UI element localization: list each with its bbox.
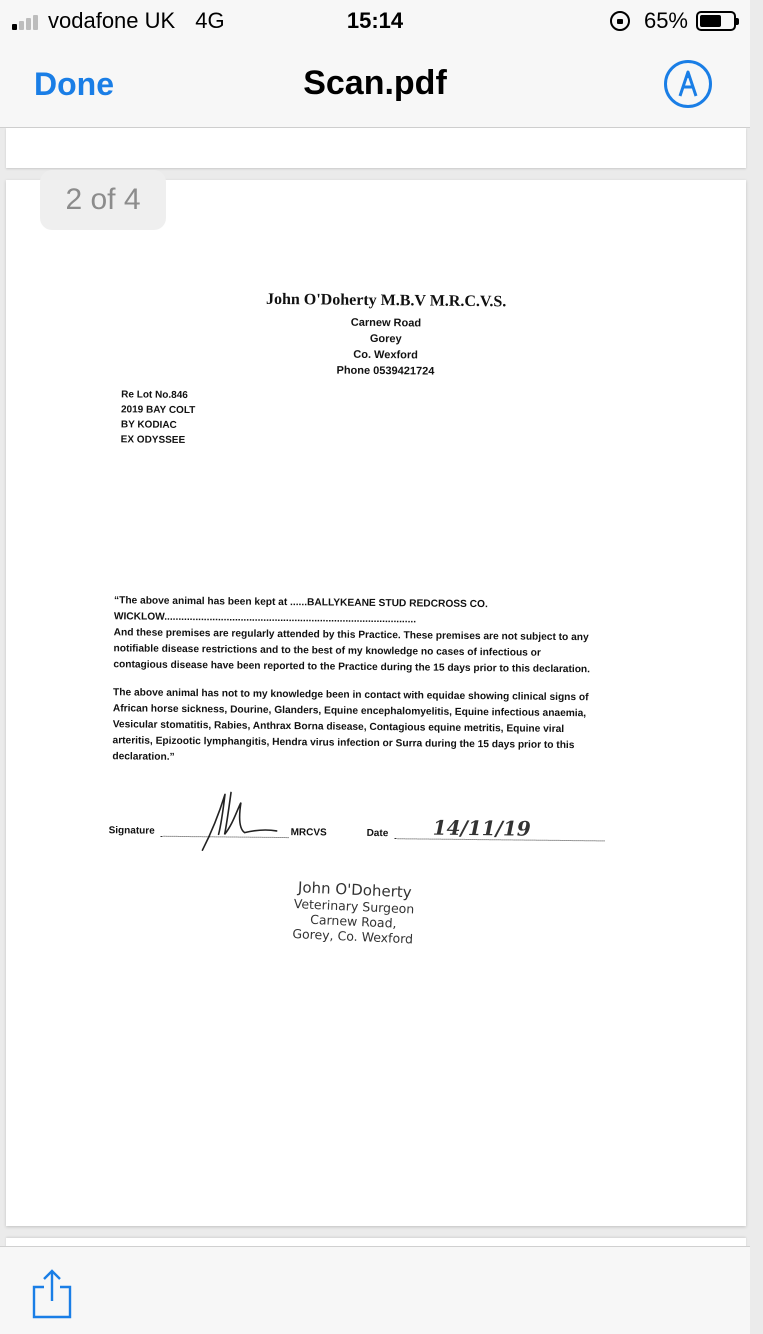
handwritten-date xyxy=(430,811,531,846)
status-bar xyxy=(0,0,750,40)
paragraph-line: declaration.” xyxy=(112,751,175,763)
lot-line: 2019 BAY COLT xyxy=(120,404,196,417)
orientation-lock-icon xyxy=(610,11,630,31)
previous-page-edge[interactable] xyxy=(6,128,746,168)
lot-line: BY KODIAC xyxy=(120,419,177,431)
network-type: 4G xyxy=(195,8,225,33)
battery-level xyxy=(700,15,721,27)
declaration-paragraph-1 xyxy=(113,593,642,679)
declaration-paragraph-2 xyxy=(112,685,641,771)
bottom-toolbar xyxy=(0,1246,750,1334)
document-title: Scan.pdf xyxy=(303,64,447,102)
paragraph-line: contagious disease have been reported to the Practice during the 15 days prior to this declaration. xyxy=(113,659,591,676)
markup-icon xyxy=(667,63,709,105)
signature-label: Signature xyxy=(108,825,155,837)
paragraph-line: “The above animal has been kept at ......BALLYKEANE STUD REDCROSS CO. xyxy=(113,595,488,611)
stamp-line: Gorey, Co. Wexford xyxy=(292,926,414,947)
address-line: Co. Wexford xyxy=(353,348,418,362)
vet-stamp xyxy=(272,878,435,947)
page-indicator: 2 of 4 xyxy=(40,170,166,230)
document-content xyxy=(1,176,752,1230)
carrier-name: vodafone UK xyxy=(48,8,176,33)
mrcvs-label: MRCVS xyxy=(290,827,327,839)
stamp-line: Veterinary Surgeon xyxy=(293,896,415,917)
vet-name-heading: John O'Doherty M.B.V M.R.C.V.S. xyxy=(265,290,507,311)
share-icon xyxy=(30,1267,74,1319)
handwritten-date-text: 14/11/19 xyxy=(432,815,531,841)
navigation-bar xyxy=(0,40,750,128)
stamp-line: Carnew Road, xyxy=(309,911,397,931)
done-button[interactable]: Done xyxy=(34,66,114,102)
lot-line: EX ODYSSEE xyxy=(120,434,186,446)
battery-percent: 65% xyxy=(643,8,688,33)
address-line: Carnew Road xyxy=(350,316,422,330)
share-button[interactable] xyxy=(30,1267,74,1317)
paragraph-line: The above animal has not to my knowledge been in contact with equidae showing clinical signs of xyxy=(113,687,589,704)
markup-button[interactable] xyxy=(664,60,712,108)
paragraph-line: Vesicular stomatitis, Rabies, Anthrax Borna disease, Contagious equine metritis, Equine viral xyxy=(112,719,565,735)
handwritten-signature xyxy=(194,788,291,855)
paragraph-line: arteritis, Epizootic lymphangitis, Hendra virus infection or Surra during the 15 days prior to this xyxy=(112,735,575,752)
paragraph-line: WICKLOW......................................................................................... xyxy=(113,611,417,626)
status-right xyxy=(610,8,736,34)
address-line: Gorey xyxy=(369,332,402,346)
status-time: 15:14 xyxy=(346,8,404,33)
lot-line: Re Lot No.846 xyxy=(121,389,188,402)
paragraph-line: And these premises are regularly attended by this Practice. These premises are not subject to any xyxy=(113,627,589,644)
stamp-line: John O'Doherty xyxy=(297,878,413,902)
pdf-page[interactable] xyxy=(6,180,746,1226)
paragraph-line: African horse sickness, Dourine, Glanders, Equine encephalomyelitis, Equine infectious anaemia, xyxy=(112,703,587,720)
paragraph-line: notifiable disease restrictions and to the best of my knowledge no cases of infectious or xyxy=(113,643,541,659)
phone-line: Phone 0539421724 xyxy=(336,364,435,378)
battery-icon xyxy=(696,11,736,31)
date-label: Date xyxy=(366,827,389,840)
